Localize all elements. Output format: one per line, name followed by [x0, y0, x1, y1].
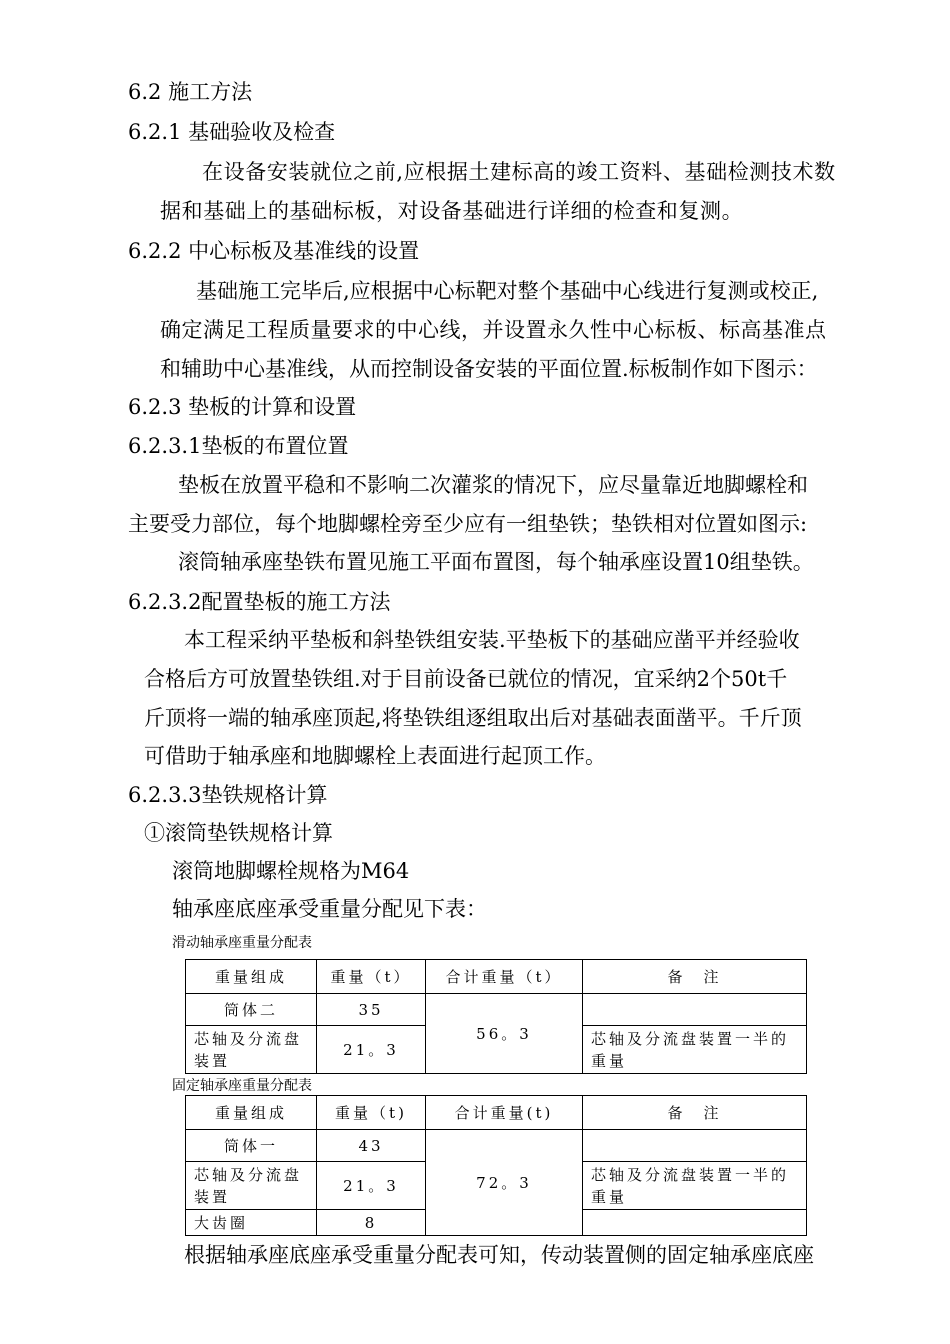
table-cell: 芯轴及分流盘装置 — [186, 1162, 317, 1210]
section-heading-6-2-3: 6.2.3 垫板的计算和设置 — [128, 395, 357, 419]
table-cell — [583, 994, 807, 1026]
table-cell: 筒体二 — [186, 994, 317, 1026]
paragraph-line: 在设备安装就位之前,应根据土建标高的竣工资料、基础检测技术数 — [202, 160, 836, 184]
table-header-cell: 备 注 — [583, 1096, 807, 1130]
section-heading-6-2-3-1: 6.2.3.1垫板的布置位置 — [128, 434, 349, 458]
section-heading-6-2-3-3: 6.2.3.3垫铁规格计算 — [128, 783, 328, 807]
table-cell: 筒体一 — [186, 1130, 317, 1162]
table-header-row — [186, 1096, 807, 1130]
table-cell-total: 72。3 — [426, 1130, 583, 1236]
section-heading-6-2-2: 6.2.2 中心标板及基准线的设置 — [128, 239, 420, 263]
table-row — [186, 1130, 807, 1162]
table-cell — [583, 1130, 807, 1162]
list-item-heading: ①滚筒垫铁规格计算 — [144, 821, 333, 845]
paragraph-line: 滚筒轴承座垫铁布置见施工平面布置图，每个轴承座设置10组垫铁。 — [178, 550, 814, 574]
table-cell — [583, 1210, 807, 1236]
table-row — [186, 994, 807, 1026]
table-cell: 43 — [317, 1130, 426, 1162]
table-cell: 芯轴及分流盘装置一半的重量 — [583, 1162, 807, 1210]
table-header-cell: 合计重量（t） — [426, 960, 583, 994]
table-header-cell: 重量（t) — [317, 1096, 426, 1130]
paragraph-line: 垫板在放置平稳和不影响二次灌浆的情况下，应尽量靠近地脚螺栓和 — [178, 473, 808, 497]
table-cell: 35 — [317, 994, 426, 1026]
paragraph-line: 可借助于轴承座和地脚螺栓上表面进行起顶工作。 — [144, 744, 606, 768]
paragraph-line: 合格后方可放置垫铁组.对于目前设备已就位的情况，宜采纳2个50t千 — [144, 667, 788, 691]
paragraph-line: 轴承座底座承受重量分配见下表： — [172, 897, 487, 921]
section-heading-6-2-3-2: 6.2.3.2配置垫板的施工方法 — [128, 590, 391, 614]
table-cell: 芯轴及分流盘装置 — [186, 1026, 317, 1074]
paragraph-line: 根据轴承座底座承受重量分配表可知，传动装置侧的固定轴承座底座 — [184, 1243, 814, 1267]
table-cell: 芯轴及分流盘装置一半的重量 — [583, 1026, 807, 1074]
section-heading-6-2: 6.2 施工方法 — [128, 80, 253, 104]
table1-caption: 滑动轴承座重量分配表 — [172, 935, 312, 951]
paragraph-line: 确定满足工程质量要求的中心线，并设置永久性中心标板、标高基准点 — [160, 318, 827, 342]
table-cell-total: 56。3 — [426, 994, 583, 1074]
paragraph-line: 斤顶将一端的轴承座顶起,将垫铁组逐组取出后对基础表面凿平。千斤顶 — [144, 706, 802, 730]
table-cell: 21。3 — [317, 1162, 426, 1210]
paragraph-line: 本工程采纳平垫板和斜垫铁组安装.平垫板下的基础应凿平并经验收 — [184, 628, 800, 652]
table-cell: 21。3 — [317, 1026, 426, 1074]
table2-caption: 固定轴承座重量分配表 — [172, 1078, 312, 1094]
fixed-bearing-weight-table — [185, 1095, 807, 1236]
table-header-cell: 重量组成 — [186, 1096, 317, 1130]
paragraph-line: 滚筒地脚螺栓规格为M64 — [172, 859, 410, 883]
section-heading-6-2-1: 6.2.1 基础验收及检查 — [128, 120, 336, 144]
sliding-bearing-weight-table — [185, 959, 807, 1074]
table-header-cell: 重量组成 — [186, 960, 317, 994]
table-header-cell: 合计重量(t) — [426, 1096, 583, 1130]
table-cell: 大齿圈 — [186, 1210, 317, 1236]
paragraph-line: 和辅助中心基准线，从而控制设备安装的平面位置.标板制作如下图示： — [160, 357, 818, 381]
paragraph-line: 基础施工完毕后,应根据中心标靶对整个基础中心线进行复测或校正, — [196, 279, 819, 303]
table-header-cell: 重量（t） — [317, 960, 426, 994]
table-header-cell: 备 注 — [583, 960, 807, 994]
paragraph-line: 据和基础上的基础标板，对设备基础进行详细的检查和复测。 — [160, 199, 744, 223]
paragraph-line: 主要受力部位，每个地脚螺栓旁至少应有一组垫铁；垫铁相对位置如图示: — [128, 512, 808, 536]
table-cell: 8 — [317, 1210, 426, 1236]
table-header-row — [186, 960, 807, 994]
